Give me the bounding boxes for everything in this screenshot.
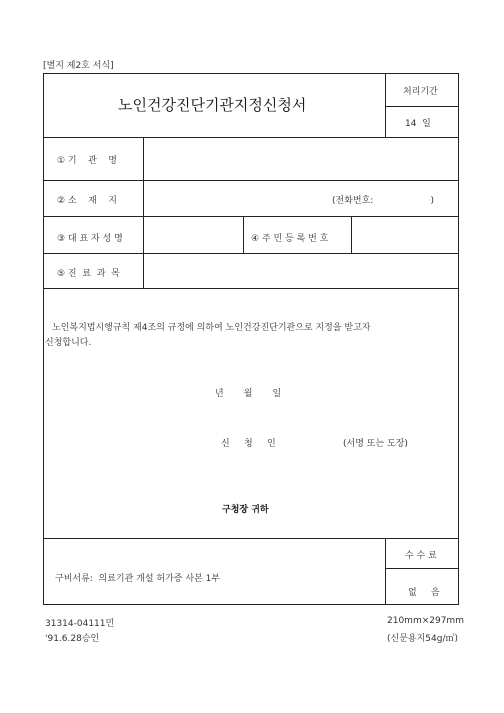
required-documents: 구비서류: 의료기관 개설 허가증 사본 1부 <box>55 574 221 584</box>
form-title: 노인건강진단기관지정신청서 <box>118 96 307 114</box>
form-number-note: [별지 제2호 서식] <box>43 61 114 71</box>
fee-value: 없 음 <box>408 588 440 598</box>
applicant-signature-field[interactable] <box>285 430 340 448</box>
representative-name-field[interactable] <box>145 218 242 252</box>
institution-name-field[interactable] <box>145 139 457 179</box>
divider <box>43 180 459 181</box>
divider <box>351 216 352 253</box>
application-statement: 노인복지법시행규칙 제4조의 규정에 의하여 노인건강진단기관으로 지정을 받고자 <box>52 323 371 333</box>
addressee: 구청장 귀하 <box>222 505 269 515</box>
phone-number-note: (전화번호: ) <box>332 196 435 206</box>
form-code: 31314-04111민 <box>45 619 115 629</box>
divider <box>143 137 144 288</box>
resident-number-field[interactable] <box>353 218 457 252</box>
processing-period-value: 14 일 <box>405 119 431 129</box>
date-line: 년 월 일 <box>215 389 282 399</box>
application-statement-end: 신청합니다. <box>45 338 92 348</box>
divider <box>385 538 386 605</box>
divider <box>43 538 459 539</box>
divider <box>385 106 459 107</box>
processing-period-label: 처리기간 <box>403 87 438 97</box>
divider <box>43 137 459 138</box>
fee-label: 수 수 료 <box>405 551 437 561</box>
divider <box>43 253 459 254</box>
department-label: ⑤ 진 료 과 목 <box>57 269 120 279</box>
location-label: ② 소 재 지 <box>57 196 117 206</box>
institution-name-label: ① 기 관 명 <box>57 156 117 166</box>
paper-size: 210mm×297mm <box>387 616 464 626</box>
applicant-label: 신 청 인 <box>221 439 276 449</box>
divider <box>43 216 459 217</box>
approval-date: '91.6.28승인 <box>45 634 100 644</box>
divider <box>385 568 459 569</box>
divider <box>385 73 386 137</box>
representative-name-label: ③ 대 표 자 성 명 <box>57 234 123 244</box>
paper-type: (신문용지54g/㎡) <box>387 634 458 644</box>
signature-note: (서명 또는 도장) <box>343 439 408 449</box>
divider <box>43 288 459 289</box>
divider <box>243 216 244 253</box>
resident-number-label: ④ 주 민 등 록 번 호 <box>251 234 329 244</box>
department-field[interactable] <box>145 255 457 287</box>
